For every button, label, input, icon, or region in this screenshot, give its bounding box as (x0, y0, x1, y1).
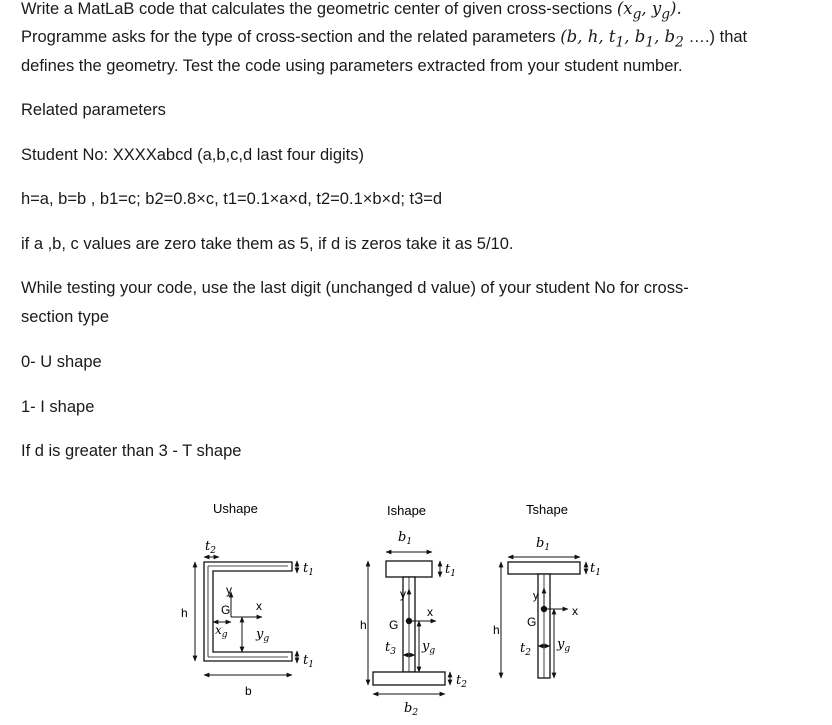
t-b1-label: $b_1$ (536, 536, 551, 553)
t-y-label: y (533, 590, 539, 602)
testing-line-2: section type (21, 308, 110, 326)
i-shape-diagram (360, 503, 467, 718)
t-shape-diagram (493, 502, 601, 678)
line2-s2: 1 (645, 34, 655, 51)
line2-text: Programme asks for the type of cross-section and the related parameters (21, 28, 561, 46)
student-no: Student No: XXXXabcd (a,b,c,d last four digits) (21, 146, 365, 164)
t-centroid-dot (541, 606, 547, 612)
u-g-label: G (221, 603, 231, 617)
line1-sub1: g (632, 6, 642, 23)
u-x-label: x (256, 599, 262, 613)
line2-s1: 1 (615, 34, 625, 51)
line1-text: Write a MatLaB code that calculates the geometric center of given cross-sections (21, 0, 617, 18)
line1-end: ). (670, 0, 682, 18)
t-t1-label: $t_1$ (590, 561, 601, 578)
u-title: Ushape (213, 501, 258, 516)
testing-line-1: While testing your code, use the last digit (unchanged d value) of your student No for cross- (21, 279, 689, 297)
u-t1-bot-label: $t_1$ (303, 653, 314, 670)
u-xg-label: $x_g$ (215, 623, 228, 640)
t-g-label: G (527, 615, 537, 629)
u-y-label: y (226, 583, 232, 597)
cross-section-figure (0, 490, 832, 725)
option-i-shape: 1- I shape (21, 398, 95, 416)
option-t-shape: If d is greater than 3 - T shape (21, 442, 242, 460)
i-x-label: x (427, 605, 433, 619)
i-b1-label: $b_1$ (398, 530, 413, 547)
line1-sub2: g (661, 6, 671, 23)
u-h-label: h (181, 606, 188, 620)
i-top-flange (386, 561, 432, 577)
i-yg-label: $y_g$ (422, 639, 436, 656)
i-h-label: h (360, 618, 367, 632)
line2-m2: , b (624, 27, 646, 46)
t-x-label: x (572, 604, 578, 618)
line-3: defines the geometry. Test the code using parameters extracted from your student number. (21, 57, 683, 75)
t-h-label: h (493, 623, 500, 637)
i-bottom-flange (373, 672, 445, 685)
line2-s3: 2 (675, 34, 684, 51)
line1-math: (x (616, 0, 633, 18)
option-u-shape: 0- U shape (21, 353, 102, 371)
line2-end: ….) that (683, 28, 748, 46)
i-t3-label: $t_3$ (385, 640, 396, 657)
line1-mid: , y (641, 0, 662, 18)
i-y-label: y (400, 587, 406, 601)
u-channel (204, 562, 292, 661)
u-channel-inner (208, 566, 288, 657)
i-title: Ishape (387, 503, 427, 518)
t-yg-label: $y_g$ (557, 637, 571, 654)
t-title: Tshape (526, 502, 568, 517)
formula: h=a, b=b , b1=c; b2=0.8×c, t1=0.1×a×d, t2=0.1×b×d; t3=d (21, 190, 443, 208)
t-flange (508, 562, 580, 574)
t-t2-label: $t_2$ (520, 641, 531, 658)
u-b-label: b (245, 684, 252, 698)
i-g-label: G (389, 618, 399, 632)
line2-m3: , b (654, 27, 676, 46)
u-yg-label: $y_g$ (256, 627, 270, 644)
related-params: Related parameters (21, 101, 166, 119)
u-shape-diagram (181, 501, 314, 698)
i-centroid-dot (406, 618, 412, 624)
line2-math: (b, h, t (560, 27, 616, 46)
u-t2-label: $t_2$ (205, 539, 216, 556)
i-t1-label: $t_1$ (445, 562, 456, 579)
i-b2-label: $b_2$ (404, 701, 419, 718)
i-t2-label: $t_2$ (456, 673, 467, 690)
zero-rule: if a ,b, c values are zero take them as 5, if d is zeros take it as 5/10. (21, 235, 514, 253)
u-t1-top-label: $t_1$ (303, 561, 314, 578)
